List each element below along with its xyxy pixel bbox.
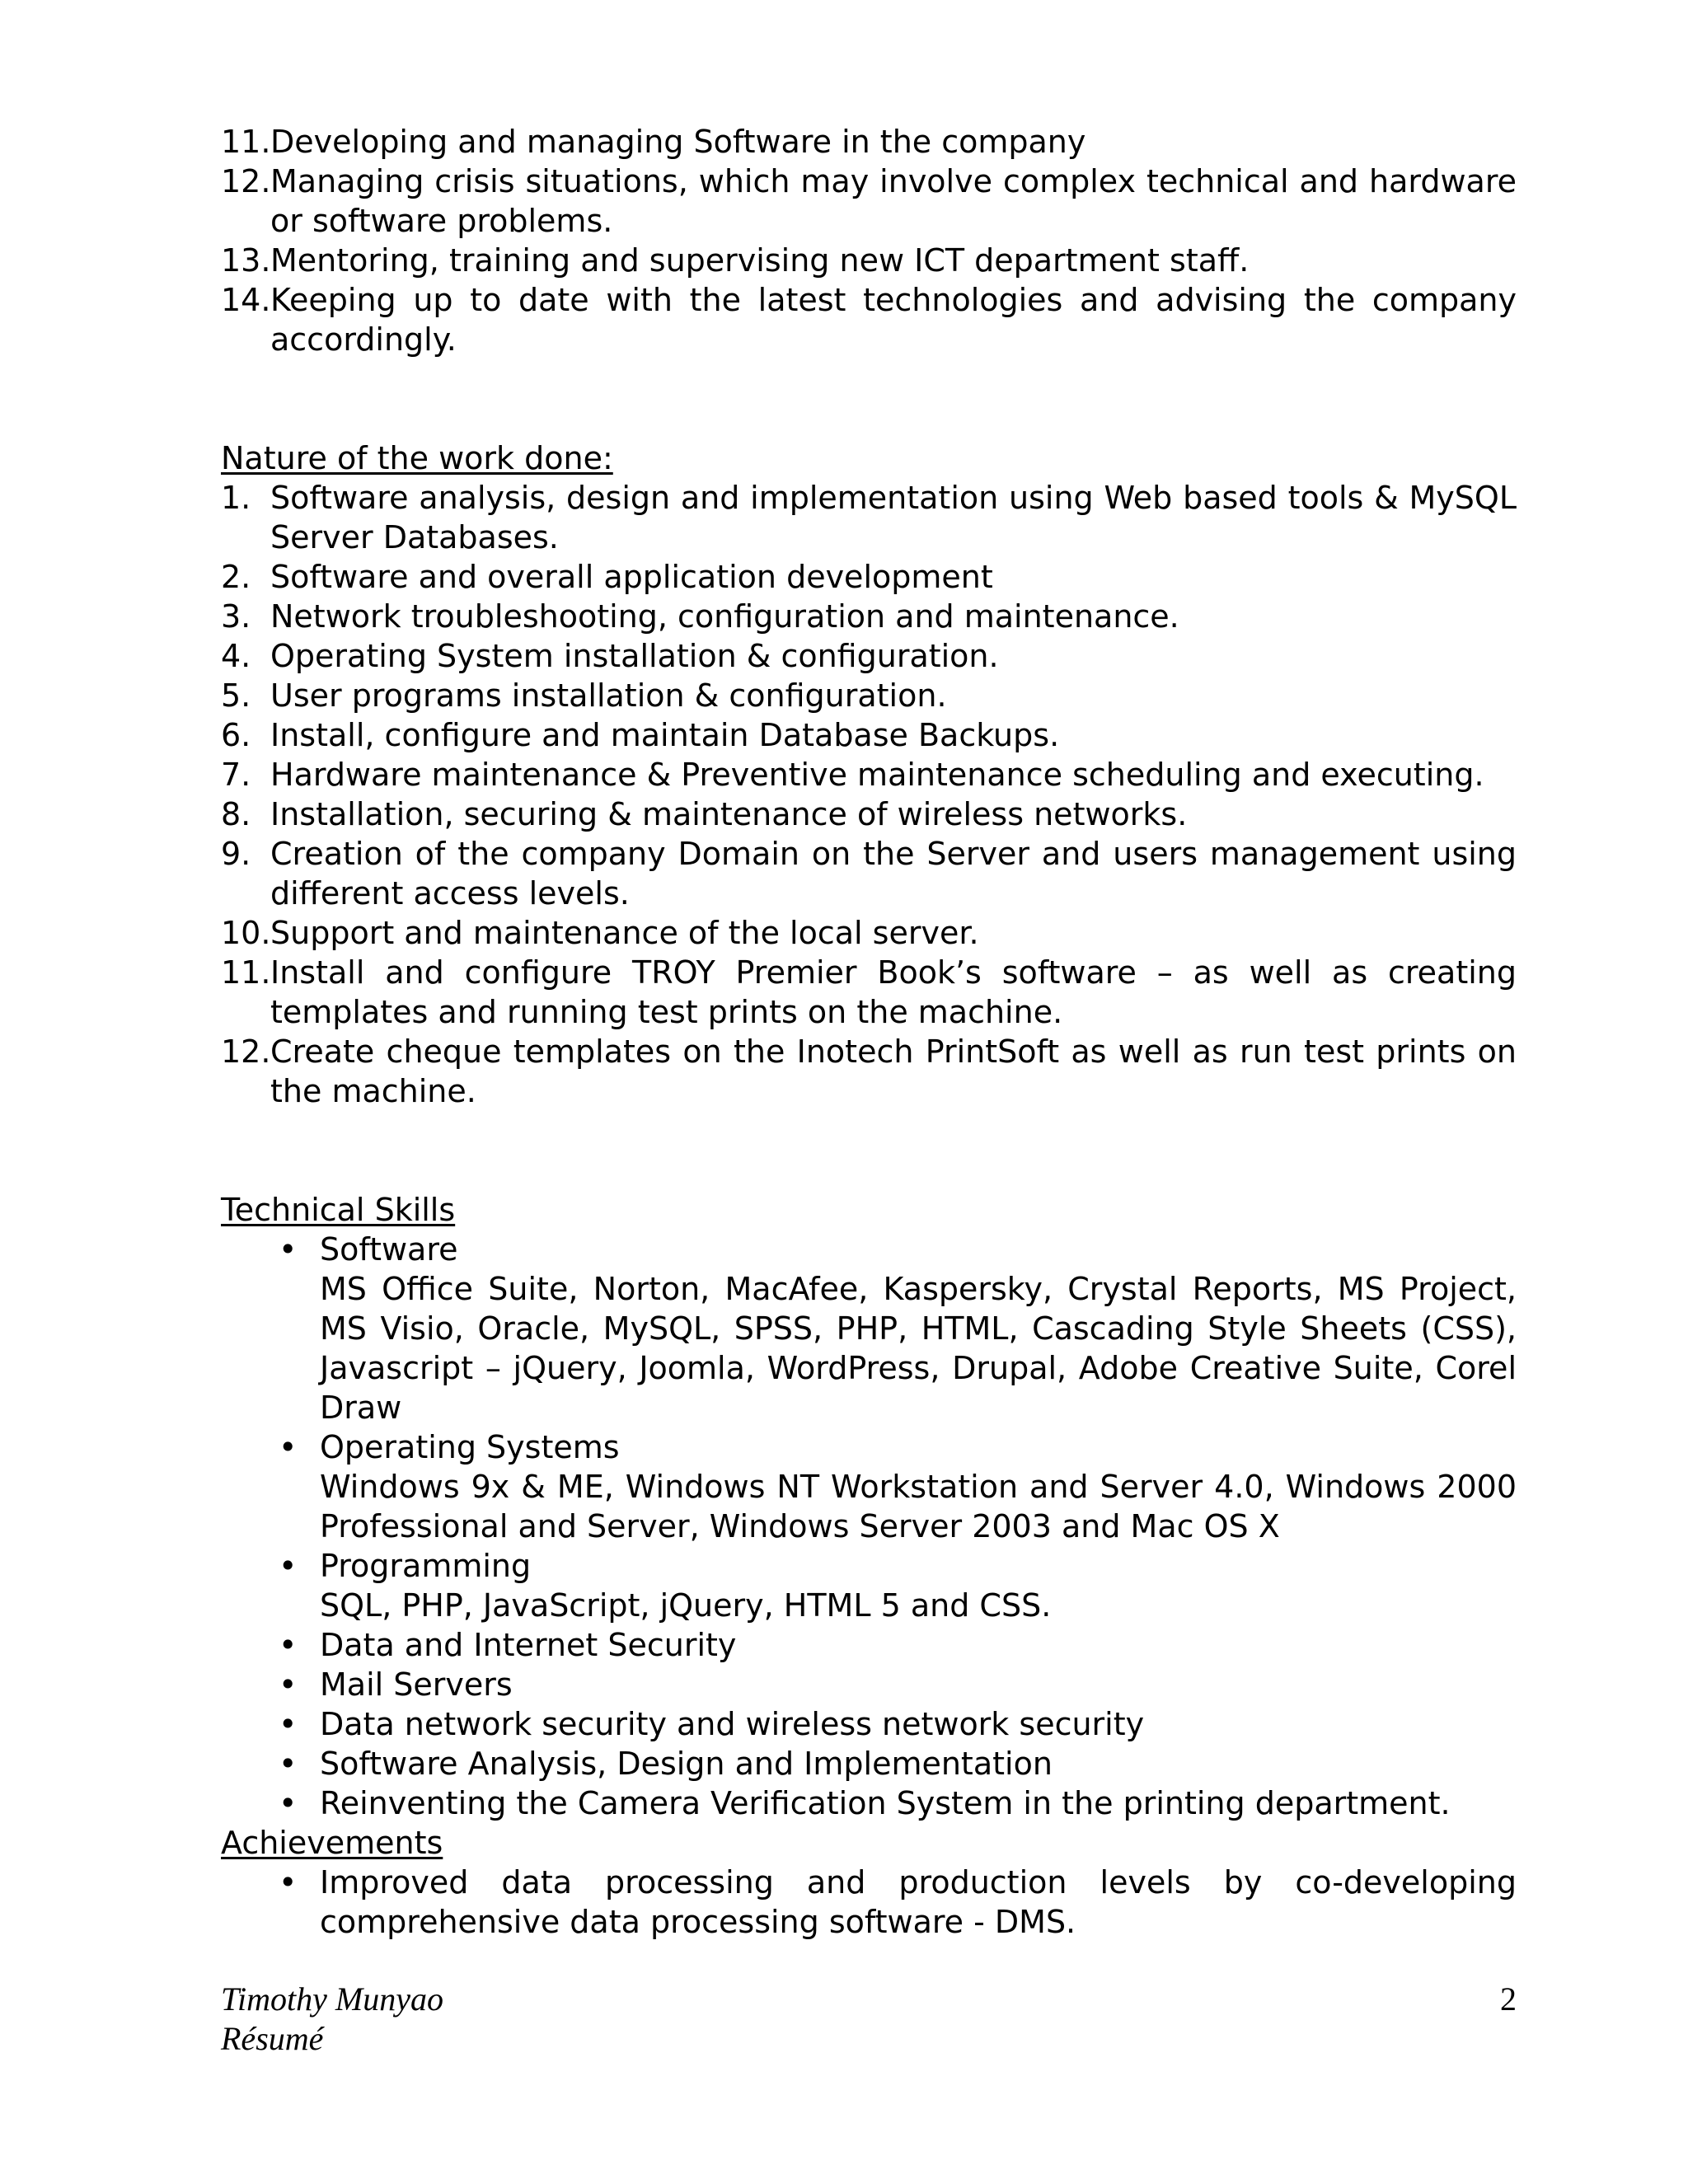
item-number: 3. (221, 598, 251, 635)
nature-item (221, 715, 1517, 755)
item-number: 1. (221, 480, 251, 516)
achievements-heading: Achievements (221, 1825, 443, 1861)
item-number: 7. (221, 757, 251, 793)
achievements-section (221, 1823, 1517, 1942)
skill-item (270, 1546, 1517, 1625)
bullet-icon: • (279, 1627, 298, 1663)
item-number: 14. (221, 282, 271, 318)
item-number: 11. (221, 124, 271, 160)
item-text: Developing and managing Software in the company (270, 124, 1086, 160)
item-text: Install, configure and maintain Database Backups. (270, 717, 1060, 753)
bullet-icon: • (279, 1864, 298, 1900)
nature-item (221, 557, 1517, 597)
bullet-icon: • (279, 1706, 298, 1742)
item-number: 4. (221, 638, 251, 674)
bullet-icon: • (279, 1785, 298, 1821)
nature-item (221, 1032, 1517, 1111)
item-text: Managing crisis situations, which may involve complex technical and hardware or software problems. (270, 163, 1517, 239)
skills-list (221, 1230, 1517, 1823)
item-text: Mentoring, training and supervising new ICT department staff. (270, 242, 1250, 279)
skill-label: Programming (320, 1548, 532, 1584)
item-text: Network troubleshooting, configuration and maintenance. (270, 598, 1179, 635)
skill-item (270, 1744, 1517, 1783)
item-number: 6. (221, 717, 251, 753)
item-text: Create cheque templates on the Inotech PrintSoft as well as run test prints on the machine. (270, 1033, 1517, 1109)
item-text: Installation, securing & maintenance of wireless networks. (270, 796, 1188, 832)
nature-item (221, 913, 1517, 953)
skill-label: Data network security and wireless network security (320, 1706, 1145, 1742)
page-number: 2 (1500, 1980, 1517, 2018)
nature-heading: Nature of the work done: (221, 440, 613, 476)
item-number: 9. (221, 836, 251, 872)
achievement-text: Improved data processing and production levels by co-developing comprehensive data processing software - DMS. (320, 1864, 1517, 1940)
skill-item (270, 1665, 1517, 1704)
item-text: Software analysis, design and implementation using Web based tools & MySQL Server Databases. (270, 480, 1517, 555)
skill-label: Software Analysis, Design and Implementation (320, 1746, 1053, 1782)
skill-item (270, 1704, 1517, 1744)
skill-label: Mail Servers (320, 1666, 513, 1703)
footer-doc-title: Résumé (221, 2020, 324, 2057)
item-text: Operating System installation & configuration. (270, 638, 999, 674)
item-number: 5. (221, 677, 251, 714)
bullet-icon: • (279, 1548, 298, 1584)
skill-item (270, 1625, 1517, 1665)
footer-author (221, 1980, 443, 2059)
item-text: Support and maintenance of the local server. (270, 915, 979, 951)
item-text: Hardware maintenance & Preventive maintenance scheduling and executing. (270, 757, 1484, 793)
skill-detail: SQL, PHP, JavaScript, jQuery, HTML 5 and CSS. (320, 1587, 1052, 1624)
item-number: 11. (221, 954, 271, 991)
nature-item (221, 953, 1517, 1032)
duty-item (221, 241, 1517, 280)
skill-label: Reinventing the Camera Verification System in the printing department. (320, 1785, 1451, 1821)
item-number: 12. (221, 1033, 271, 1070)
bullet-icon: • (279, 1746, 298, 1782)
item-text: Creation of the company Domain on the Server and users management using different access levels. (270, 836, 1517, 912)
item-number: 8. (221, 796, 251, 832)
nature-item (221, 478, 1517, 557)
skill-item (270, 1230, 1517, 1427)
item-number: 10. (221, 915, 271, 951)
duty-item (221, 162, 1517, 241)
nature-item (221, 755, 1517, 794)
duty-item (221, 280, 1517, 359)
item-text: Install and configure TROY Premier Book’s software – as well as creating templates and running test prints on the machine. (270, 954, 1517, 1030)
bullet-icon: • (279, 1231, 298, 1268)
bullet-icon: • (279, 1666, 298, 1703)
item-text: User programs installation & configuration. (270, 677, 947, 714)
item-number: 2. (221, 559, 251, 595)
skill-detail: Windows 9x & ME, Windows NT Workstation and Server 4.0, Windows 2000 Professional and Server, Windows Server 2003 and Mac OS X (320, 1469, 1517, 1544)
item-text: Software and overall application development (270, 559, 993, 595)
nature-item (221, 676, 1517, 715)
skills-section (221, 1190, 1517, 1823)
nature-item (221, 794, 1517, 834)
skill-label: Operating Systems (320, 1429, 620, 1465)
bullet-icon: • (279, 1429, 298, 1465)
duties-list (221, 122, 1517, 359)
nature-item (221, 636, 1517, 676)
duty-item (221, 122, 1517, 162)
item-text: Keeping up to date with the latest technologies and advising the company accordingly. (270, 282, 1517, 358)
skill-detail: MS Office Suite, Norton, MacAfee, Kaspersky, Crystal Reports, MS Project, MS Visio, Oracle, MySQL, SPSS, PHP, HTML, Cascading Style Sheets (CSS), Javascript – jQuery, Joomla, WordPress, Drupal, Adobe Creative Suite, Corel Draw (320, 1271, 1517, 1426)
nature-item (221, 834, 1517, 913)
item-number: 13. (221, 242, 271, 279)
skill-item (270, 1783, 1517, 1823)
item-number: 12. (221, 163, 271, 199)
skill-item (270, 1427, 1517, 1546)
skills-heading: Technical Skills (221, 1192, 456, 1228)
skill-label: Software (320, 1231, 458, 1268)
nature-section (221, 438, 1517, 1111)
achievements-list (221, 1863, 1517, 1942)
footer-name: Timothy Munyao (221, 1980, 443, 2018)
nature-item (221, 597, 1517, 636)
skill-label: Data and Internet Security (320, 1627, 737, 1663)
achievement-item (270, 1863, 1517, 1942)
